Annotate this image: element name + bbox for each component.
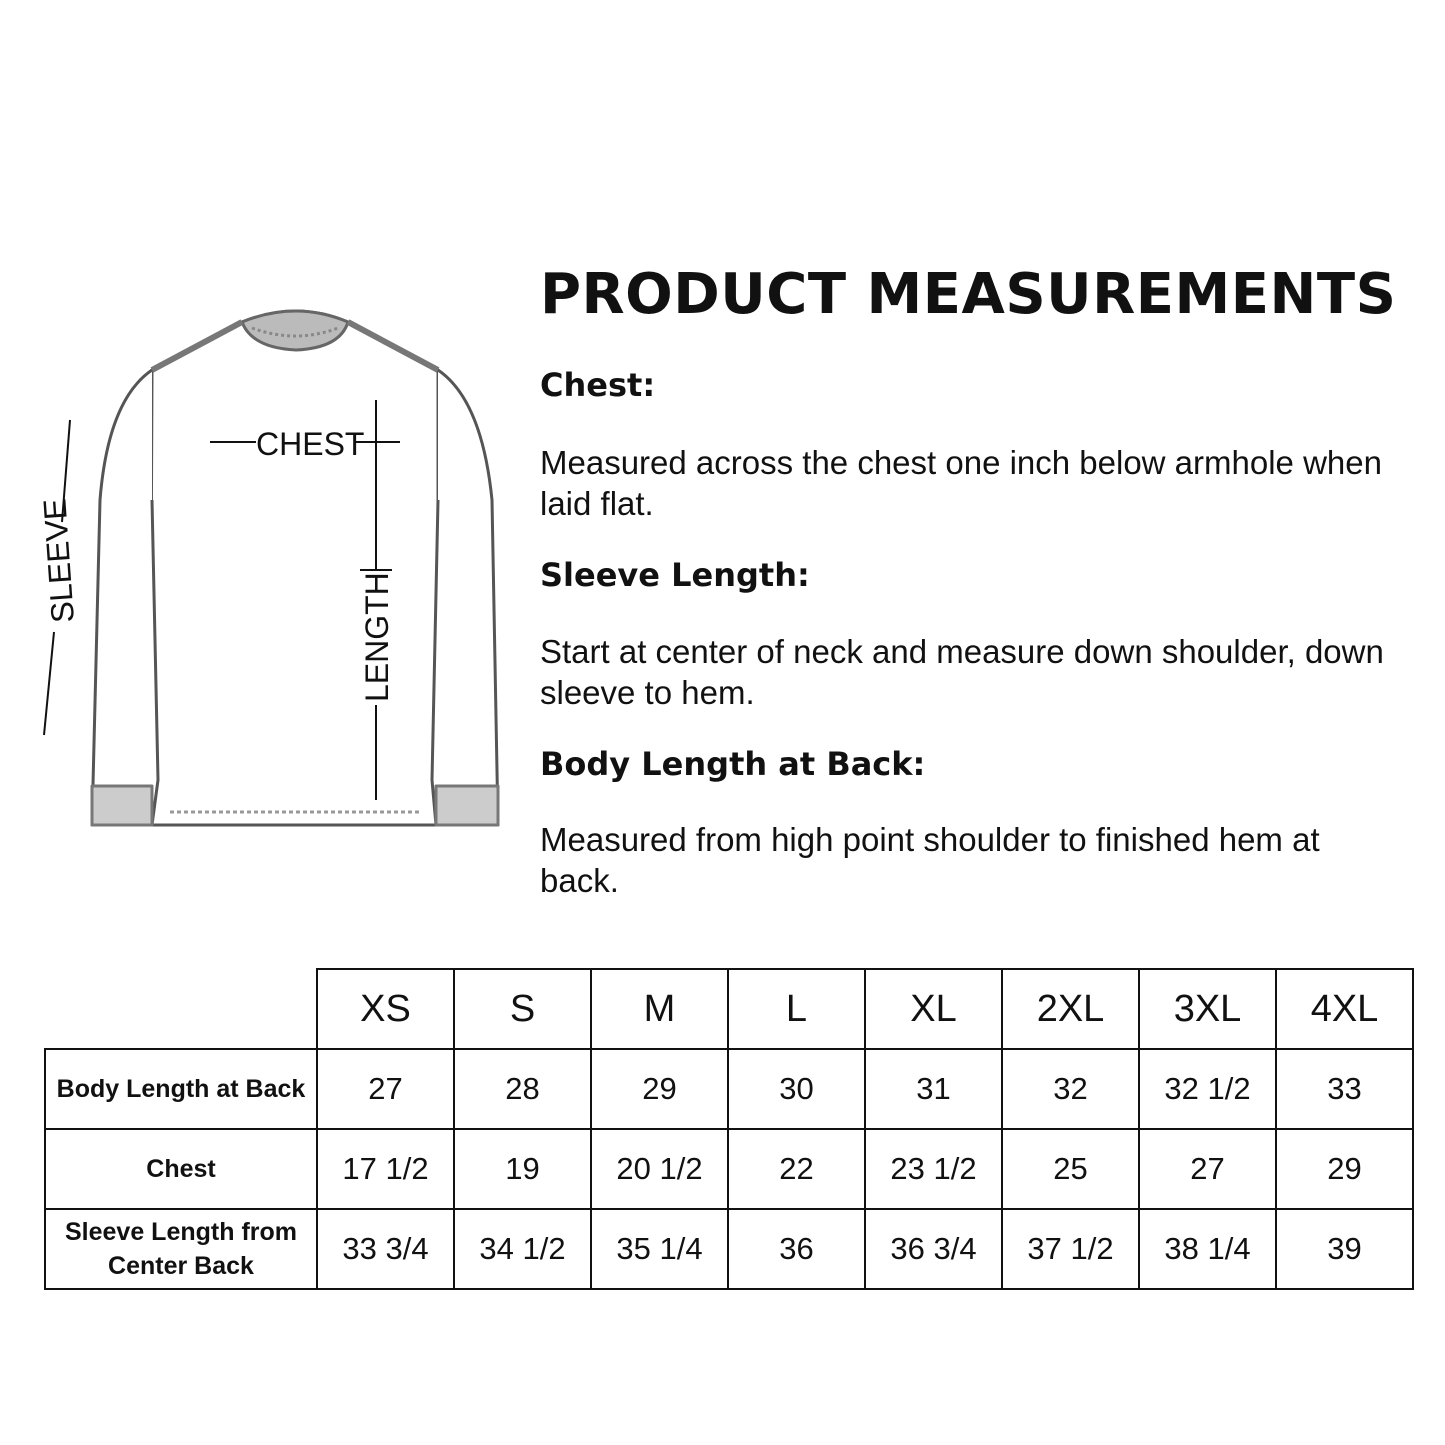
table-cell: 31 (865, 1049, 1002, 1129)
sleeve-length-heading: Sleeve Length: (540, 556, 810, 594)
row-label-body-length: Body Length at Back (45, 1049, 317, 1129)
row-label-sleeve-length: Sleeve Length from Center Back (45, 1209, 317, 1289)
size-header-4xl: 4XL (1276, 969, 1413, 1049)
table-cell: 22 (728, 1129, 865, 1209)
table-cell: 27 (1139, 1129, 1276, 1209)
table-cell: 34 1/2 (454, 1209, 591, 1289)
size-header-2xl: 2XL (1002, 969, 1139, 1049)
table-cell: 35 1/4 (591, 1209, 728, 1289)
table-cell: 32 1/2 (1139, 1049, 1276, 1129)
table-cell: 19 (454, 1129, 591, 1209)
table-row (45, 1209, 1413, 1289)
table-cell: 28 (454, 1049, 591, 1129)
table-cell: 37 1/2 (1002, 1209, 1139, 1289)
table-cell: 33 (1276, 1049, 1413, 1129)
body-length-heading: Body Length at Back: (540, 745, 926, 783)
sleeve-diagram-label: SLEEVE (36, 497, 81, 625)
table-row (45, 1129, 1413, 1209)
chest-diagram-label: CHEST (256, 426, 365, 462)
chest-heading: Chest: (540, 366, 656, 404)
table-corner (45, 969, 317, 1049)
table-cell: 36 (728, 1209, 865, 1289)
table-cell: 23 1/2 (865, 1129, 1002, 1209)
row-label-chest: Chest (45, 1129, 317, 1209)
shirt-diagram (20, 300, 520, 860)
size-header-xs: XS (317, 969, 454, 1049)
body-length-description: Measured from high point shoulder to finished hem at back. (540, 821, 1320, 899)
size-header-m: M (591, 969, 728, 1049)
table-cell: 25 (1002, 1129, 1139, 1209)
table-cell: 29 (1276, 1129, 1413, 1209)
table-cell: 30 (728, 1049, 865, 1129)
table-cell: 32 (1002, 1049, 1139, 1129)
length-diagram-label: LENGTH (359, 572, 395, 702)
chest-description: Measured across the chest one inch below armhole when laid flat. (540, 444, 1382, 522)
table-row (45, 1049, 1413, 1129)
size-header-l: L (728, 969, 865, 1049)
size-header-3xl: 3XL (1139, 969, 1276, 1049)
table-cell: 39 (1276, 1209, 1413, 1289)
sleeve-length-description: Start at center of neck and measure down shoulder, down sleeve to hem. (540, 633, 1384, 711)
size-header-xl: XL (865, 969, 1002, 1049)
page-title: PRODUCT MEASUREMENTS (540, 262, 1397, 327)
size-header-s: S (454, 969, 591, 1049)
size-table (44, 968, 1414, 1290)
table-cell: 20 1/2 (591, 1129, 728, 1209)
table-cell: 17 1/2 (317, 1129, 454, 1209)
size-header-row (45, 969, 1413, 1049)
table-cell: 29 (591, 1049, 728, 1129)
table-cell: 33 3/4 (317, 1209, 454, 1289)
long-sleeve-shirt-outline (92, 311, 498, 825)
table-cell: 38 1/4 (1139, 1209, 1276, 1289)
table-cell: 27 (317, 1049, 454, 1129)
table-cell: 36 3/4 (865, 1209, 1002, 1289)
